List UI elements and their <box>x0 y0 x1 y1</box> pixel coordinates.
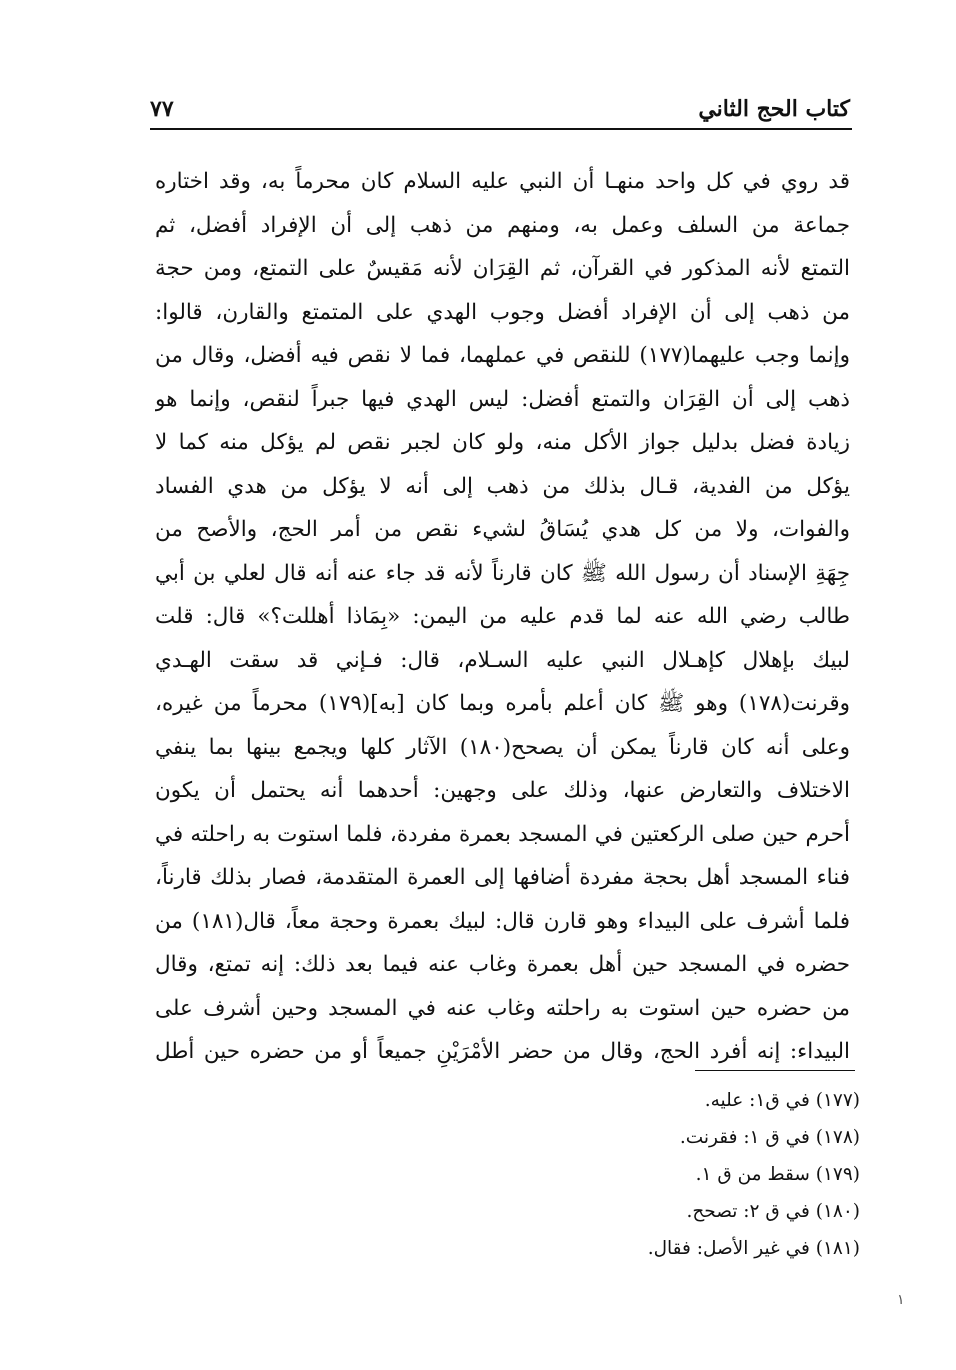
text-line: والفوات، ولا من كل هدي يُسَاقُ لشيء نقص من أمر الحج، والأصح من <box>155 517 850 542</box>
text-line: يؤكل من الفدية، قـال بذلك من ذهب إلى أنه لا يؤكل من هدي الفساد <box>155 473 850 499</box>
text-line: الاختلاف والتعارض عنها، وذلك على وجهين: أحدهما أنه يحتمل أن يكون <box>155 778 850 803</box>
text-line: من ذهب إلى أن الإفراد أفضل وجوب الهدي على المتمتع والقارن، قالوا: <box>155 299 850 325</box>
text-line: زيادة فضل بدليل جواز الأكل منه، ولو كان لجبر نقص لم يؤكل منه كما لا <box>155 430 850 455</box>
page-header <box>150 92 850 132</box>
main-text <box>155 160 850 1074</box>
text-line: فناء المسجد أهل بحجة مفردة أضافها إلى العمرة المتقدمة، فصار بذلك قارناً، <box>155 865 850 890</box>
text-line: البيداء: إنه أفرد الحج، وقال من حضر الأمْرَيْنِ جميعاً أو من حضره حين أطل <box>155 1039 850 1064</box>
text-line: أحرم حين صلى الركعتين في المسجد بعمرة مفردة، فلما استوت به راحلته في <box>155 821 850 847</box>
text-line: جِهَةِ الإسناد أن رسول الله ﷺ كان قارناً لأنه قد جاء عنه أنه قال لعلي بن أبي <box>155 560 850 586</box>
text-line: جماعة من السلف وعمل به، ومنهم من ذهب إلى أن الإفراد أفضل، ثم <box>155 212 850 238</box>
text-line: التمتع لأنه المذكور في القرآن، ثم القِرَان لأنه مَقيسٌ على التمتع، ومن حجة <box>155 256 850 281</box>
text-line: وعلى أنه كان قارناً يمكن أن يصحح(١٨٠) الآثار كلها ويجمع بينها بما ينفي <box>155 734 850 760</box>
corner-mark: ١ <box>897 1292 905 1308</box>
text-line: حضره في المسجد حين أهل بعمرة وغاب عنه فيما بعد ذلك: إنه تمتع، وقال <box>155 952 850 977</box>
text-line: قد روي في كل واحد منهـا أن النبي عليه السلام كان محرماً به، وقد اختاره <box>155 169 850 194</box>
text-line: وقرنت(١٧٨) وهو ﷺ كان أعلم بأمره وبما كان [به](١٧٩) محرماً من غيره، <box>155 691 850 716</box>
footnote-181: (١٨١) في غير الأصل: فقال. <box>647 1238 860 1259</box>
footnote-178: (١٧٨) في ق ١: فقرنت. <box>679 1127 860 1148</box>
footnote-177: (١٧٧) في ق١: عليه. <box>704 1090 860 1111</box>
text-line: لبيك بإهلال كإهـلال النبي عليه السـلام، قال: فـإني قد سقت الهـدي <box>155 647 850 673</box>
page-number: ٧٧ <box>150 96 174 122</box>
footnote-rule <box>695 1070 855 1071</box>
text-line: فلما أشرف على البيداء وهو قارن قال: لبيك بعمرة وحجة معاً، قال(١٨١) من <box>155 908 850 934</box>
footnotes <box>460 1082 860 1267</box>
text-line: وإنما وجب عليهما(١٧٧) للنقص في عملهما، فما لا نقص فيه أفضل، وقال من <box>155 343 850 368</box>
footnote-179: (١٧٩) سقط من ق ١. <box>695 1164 860 1185</box>
footnote-180: (١٨٠) في ق ٢: تصحح. <box>686 1201 860 1222</box>
running-title: كتاب الحج الثاني <box>698 96 850 122</box>
text-line: طالب رضي الله عنه لما قدم عليه من اليمن: «بِمَاذا أهللت؟» قال: قلت <box>155 604 850 629</box>
header-rule <box>150 128 852 130</box>
text-line: ذهب إلى أن القِرَان والتمتع أفضل: ليس الهدي فيها جبراً لنقص، وإنما هو <box>155 386 850 412</box>
text-line: من حضره حين استوت به راحلته وغاب عنه في المسجد وحين أشرف على <box>155 995 850 1021</box>
